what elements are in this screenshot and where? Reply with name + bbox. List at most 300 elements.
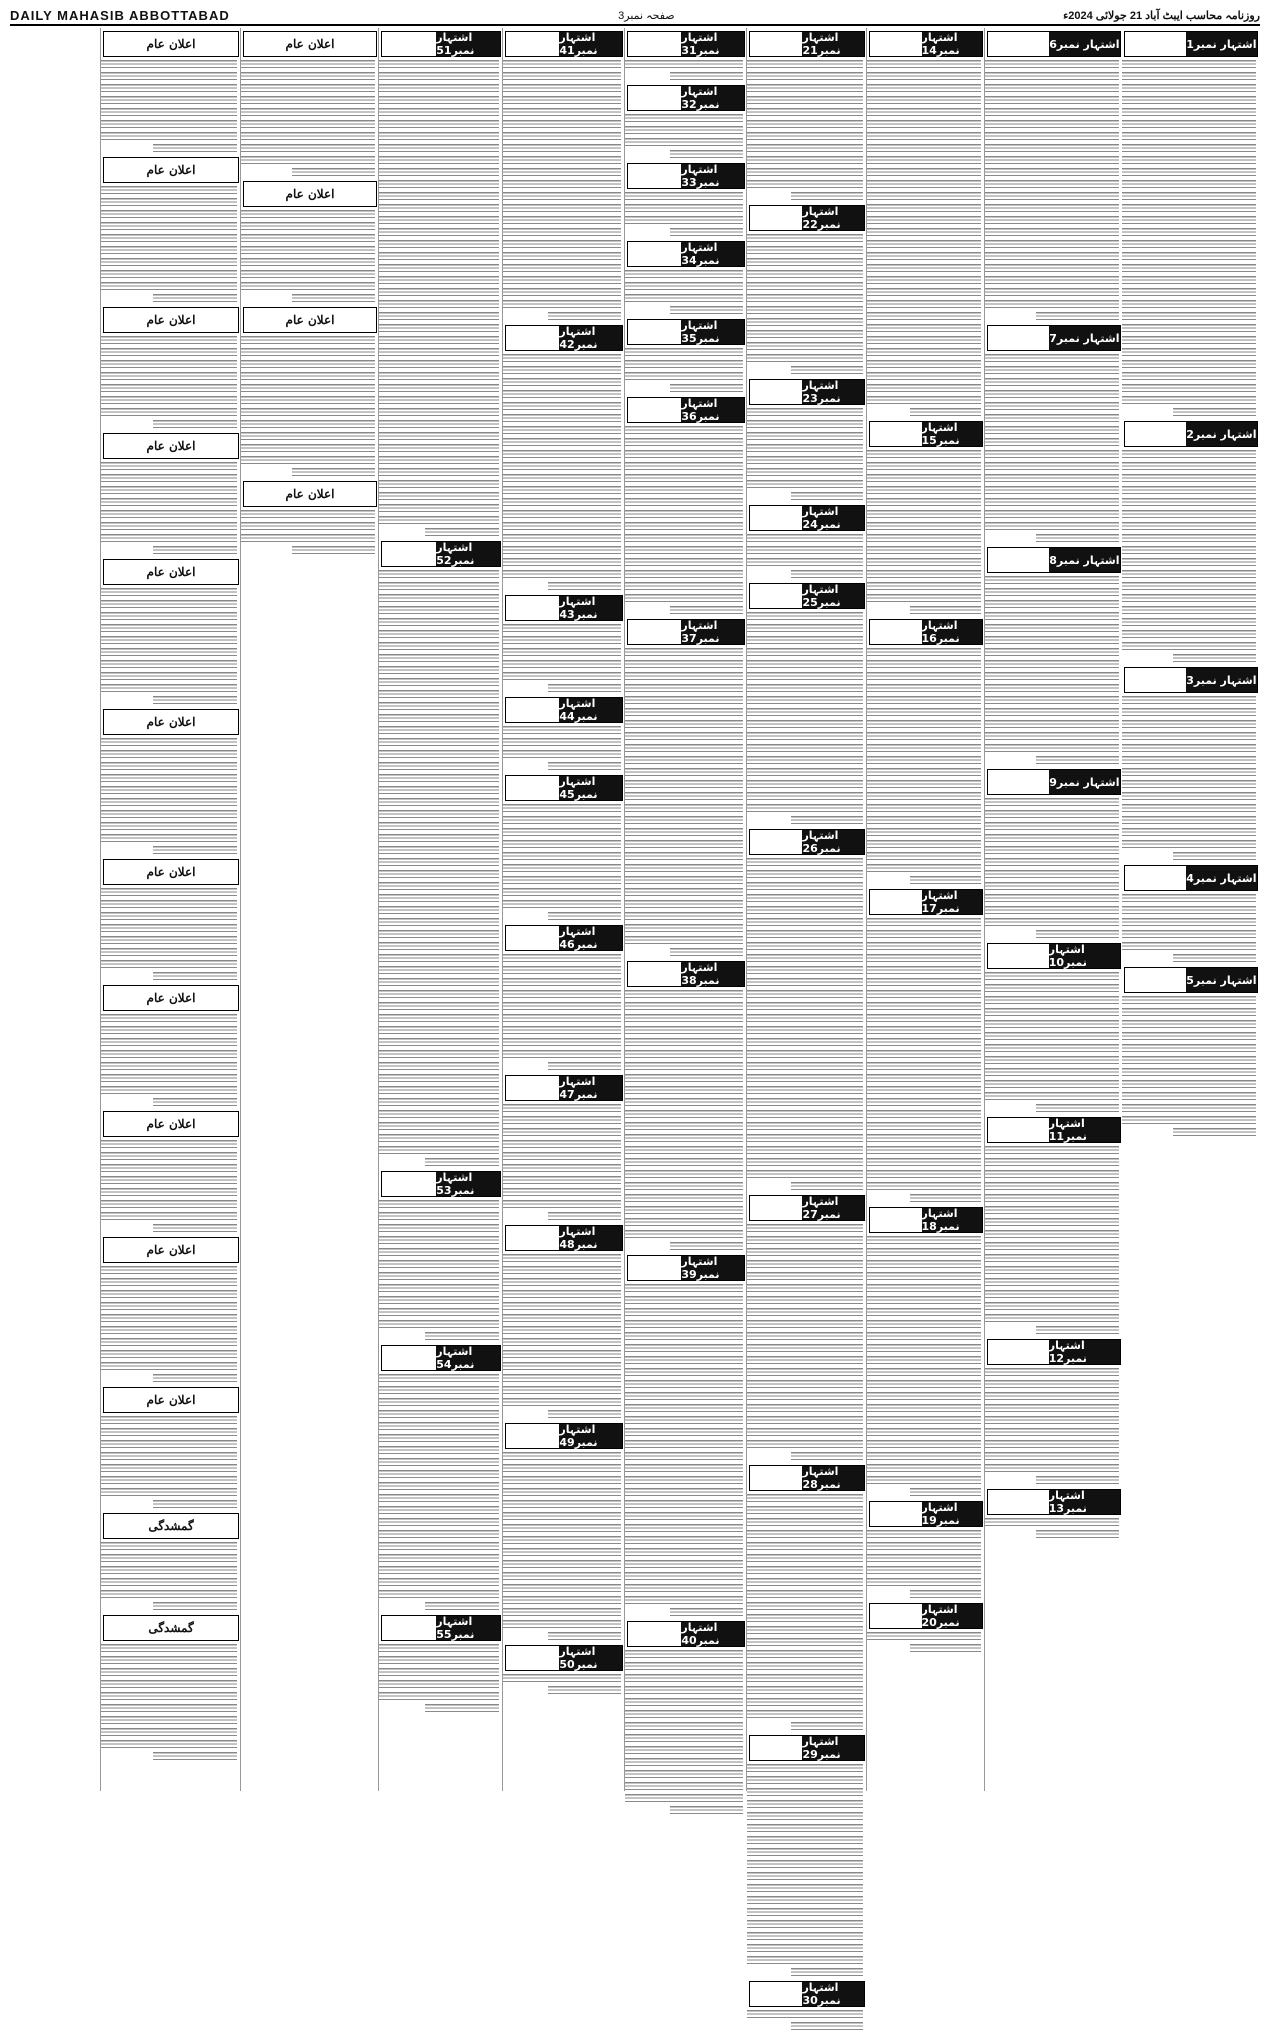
notice-text-line xyxy=(241,246,375,256)
notice-text-line xyxy=(747,768,863,778)
notice-text-line xyxy=(985,1314,1119,1324)
notice-text-line xyxy=(101,1566,237,1576)
notice-text-line xyxy=(867,1632,981,1642)
notice-text-line xyxy=(1122,1020,1256,1030)
notice-text-line xyxy=(1122,1068,1256,1078)
notice-text-line xyxy=(503,1398,621,1408)
notice-text-line xyxy=(747,1332,863,1342)
notice-block xyxy=(747,31,867,202)
notice-text-line xyxy=(625,768,743,778)
notice-text-line xyxy=(379,288,499,298)
notice-text-line xyxy=(548,1686,621,1696)
ad-number-label: اشتہار نمبر32 xyxy=(681,86,744,110)
notice-text-line xyxy=(747,1614,863,1624)
notice-text-line xyxy=(503,96,621,106)
notice-text-line xyxy=(985,882,1119,892)
notice-text-line xyxy=(867,930,981,940)
notice-text-line xyxy=(1122,180,1256,190)
lost-notice-heading: گمشدگی xyxy=(103,1615,239,1641)
notice-text-line xyxy=(503,816,621,826)
ad-number-heading xyxy=(987,1117,1121,1143)
notice-text-line xyxy=(1122,522,1256,532)
notice-text-line xyxy=(101,1326,237,1336)
ad-number-heading xyxy=(749,1981,865,2007)
notice-block xyxy=(985,325,1123,544)
notice-text-line xyxy=(867,216,981,226)
notice-text-line xyxy=(625,570,743,580)
notice-block xyxy=(985,1489,1123,1540)
notice-text-line xyxy=(101,1488,237,1498)
notice-text-line xyxy=(867,1296,981,1306)
notice-text-line xyxy=(747,1260,863,1270)
notice-text-line xyxy=(747,1506,863,1516)
ad-number-label: اشتہار نمبر42 xyxy=(559,326,622,350)
notice-text-line xyxy=(1122,816,1256,826)
notice-text-line xyxy=(747,270,863,280)
notice-block xyxy=(379,1171,503,1342)
public-notice-heading: اعلان عام xyxy=(243,31,377,57)
notice-text-line xyxy=(625,1674,743,1684)
notice-text-line xyxy=(153,696,237,706)
notice-text-line xyxy=(101,486,237,496)
public-notice-heading: اعلان عام xyxy=(103,307,239,333)
notice-text-line xyxy=(747,546,863,556)
notice-text-line xyxy=(1122,1008,1256,1018)
notice-text-line xyxy=(548,762,621,772)
notice-text-line xyxy=(625,864,743,874)
notice-text-line xyxy=(101,924,237,934)
notice-text-line xyxy=(985,996,1119,1006)
notice-text-line xyxy=(1122,72,1256,82)
notice-text-line xyxy=(625,1794,743,1804)
notice-text-line xyxy=(153,420,237,430)
notice-text-line xyxy=(101,246,237,256)
notice-text-line xyxy=(101,222,237,232)
notice-text-line xyxy=(625,486,743,496)
notice-text-line xyxy=(101,624,237,634)
notice-text-line xyxy=(867,582,981,592)
notice-text-line xyxy=(867,192,981,202)
notice-text-line xyxy=(867,1452,981,1462)
notice-text-line xyxy=(985,474,1119,484)
notice-text-line xyxy=(379,1422,499,1432)
notice-text-line xyxy=(1122,894,1256,904)
notice-text-line xyxy=(503,1500,621,1510)
notice-text-line xyxy=(503,1290,621,1300)
notice-block xyxy=(379,31,503,538)
notice-text-line xyxy=(747,1860,863,1870)
notice-text-line xyxy=(747,1368,863,1378)
notice-text-line xyxy=(625,990,743,1000)
notice-text-line xyxy=(379,1212,499,1222)
notice-text-line xyxy=(379,1146,499,1156)
notice-text-line xyxy=(985,300,1119,310)
notice-text-line xyxy=(379,822,499,832)
notice-block xyxy=(867,31,985,418)
notice-text-line xyxy=(101,462,237,472)
notice-text-line xyxy=(379,798,499,808)
notice-text-line xyxy=(867,396,981,406)
notice-text-line xyxy=(379,1590,499,1600)
notice-text-line xyxy=(101,1416,237,1426)
column-8 xyxy=(240,28,379,1791)
notice-text-line xyxy=(241,84,375,94)
notice-text-line xyxy=(625,1050,743,1060)
notice-text-line xyxy=(379,690,499,700)
notice-text-line xyxy=(101,798,237,808)
notice-text-line xyxy=(867,1308,981,1318)
notice-text-line xyxy=(1036,312,1119,322)
notice-text-line xyxy=(1122,780,1256,790)
notice-text-line xyxy=(1122,486,1256,496)
notice-text-line xyxy=(625,732,743,742)
notice-text-line xyxy=(503,1584,621,1594)
notice-text-line xyxy=(747,156,863,166)
notice-text-line xyxy=(625,138,743,148)
notice-text-line xyxy=(503,486,621,496)
notice-text-line xyxy=(379,1644,499,1654)
ad-number-label: اشتہار نمبر6 xyxy=(1049,32,1120,56)
notice-text-line xyxy=(503,462,621,472)
notice-text-line xyxy=(425,528,499,538)
ad-number-label: اشتہار نمبر27 xyxy=(802,1196,864,1220)
notice-text-line xyxy=(241,408,375,418)
notice-text-line xyxy=(867,954,981,964)
notice-text-line xyxy=(379,666,499,676)
notice-text-line xyxy=(503,1464,621,1474)
notice-text-line xyxy=(747,870,863,880)
notice-text-line xyxy=(791,1722,863,1732)
notice-text-line xyxy=(503,1536,621,1546)
notice-block xyxy=(101,1111,241,1234)
public-notice-heading: اعلان عام xyxy=(103,31,239,57)
notice-text-line xyxy=(379,954,499,964)
ad-number-label: اشتہار نمبر21 xyxy=(802,32,864,56)
notice-text-line xyxy=(101,810,237,820)
notice-text-line xyxy=(379,1566,499,1576)
notice-text-line xyxy=(1122,192,1256,202)
notice-text-line xyxy=(625,1182,743,1192)
ad-number-label: اشتہار نمبر34 xyxy=(681,242,744,266)
notice-text-line xyxy=(867,660,981,670)
notice-text-line xyxy=(241,510,375,520)
ad-number-heading xyxy=(505,595,623,621)
notice-text-line xyxy=(1122,360,1256,370)
notice-text-line xyxy=(867,1074,981,1084)
notice-text-line xyxy=(503,1278,621,1288)
notice-text-line xyxy=(101,1350,237,1360)
notice-text-line xyxy=(379,60,499,70)
notice-text-line xyxy=(985,1158,1119,1168)
notice-text-line xyxy=(101,1644,237,1654)
notice-text-line xyxy=(101,1338,237,1348)
ad-number-heading xyxy=(505,775,623,801)
notice-text-line xyxy=(867,372,981,382)
notice-text-line xyxy=(747,804,863,814)
notice-text-line xyxy=(985,1452,1119,1462)
notice-text-line xyxy=(379,750,499,760)
notice-text-line xyxy=(625,1548,743,1558)
notice-text-line xyxy=(985,1230,1119,1240)
notice-text-line xyxy=(101,1050,237,1060)
notice-text-line xyxy=(101,912,237,922)
ad-number-label: اشتہار نمبر38 xyxy=(681,962,744,986)
notice-text-line xyxy=(867,96,981,106)
notice-text-line xyxy=(379,1296,499,1306)
notice-text-line xyxy=(747,792,863,802)
notice-text-line xyxy=(867,276,981,286)
notice-text-line xyxy=(867,708,981,718)
notice-text-line xyxy=(1122,396,1256,406)
notice-text-line xyxy=(1122,216,1256,226)
notice-text-line xyxy=(985,858,1119,868)
notice-text-line xyxy=(101,1362,237,1372)
notice-text-line xyxy=(625,1014,743,1024)
notice-text-line xyxy=(747,558,863,568)
ad-number-label: اشتہار نمبر46 xyxy=(559,926,622,950)
notice-text-line xyxy=(910,1488,981,1498)
notice-text-line xyxy=(747,732,863,742)
notice-text-line xyxy=(153,144,237,154)
notice-text-line xyxy=(747,330,863,340)
notice-text-line xyxy=(747,756,863,766)
notice-text-line xyxy=(101,60,237,70)
notice-text-line xyxy=(625,1284,743,1294)
notice-text-line xyxy=(503,216,621,226)
notice-text-line xyxy=(379,858,499,868)
notice-text-line xyxy=(985,108,1119,118)
notice-text-line xyxy=(101,948,237,958)
notice-block xyxy=(241,31,379,178)
notice-text-line xyxy=(1122,384,1256,394)
notice-block xyxy=(101,1615,241,1762)
notice-text-line xyxy=(625,828,743,838)
notice-text-line xyxy=(747,1542,863,1552)
notice-text-line xyxy=(1122,240,1256,250)
notice-text-line xyxy=(791,1452,863,1462)
notice-text-line xyxy=(101,198,237,208)
notice-text-line xyxy=(867,144,981,154)
ad-number-label: اشتہار نمبر50 xyxy=(559,1646,622,1670)
notice-text-line xyxy=(101,1704,237,1714)
notice-block xyxy=(747,205,867,376)
notice-text-line xyxy=(985,1056,1119,1066)
notice-text-line xyxy=(747,636,863,646)
notice-text-line xyxy=(625,60,743,70)
notice-text-line xyxy=(985,264,1119,274)
notice-text-line xyxy=(985,204,1119,214)
notice-text-line xyxy=(379,1308,499,1318)
notice-text-line xyxy=(985,870,1119,880)
notice-text-line xyxy=(379,1410,499,1420)
notice-text-line xyxy=(379,786,499,796)
notice-text-line xyxy=(503,1266,621,1276)
notice-text-line xyxy=(625,1026,743,1036)
notice-text-line xyxy=(379,1224,499,1234)
notice-text-line xyxy=(1122,228,1256,238)
notice-text-line xyxy=(241,348,375,358)
notice-text-line xyxy=(503,876,621,886)
notice-text-line xyxy=(503,474,621,484)
notice-text-line xyxy=(503,156,621,166)
notice-block xyxy=(101,433,241,556)
notice-text-line xyxy=(867,1050,981,1060)
notice-text-line xyxy=(867,768,981,778)
notice-text-line xyxy=(503,192,621,202)
notice-text-line xyxy=(867,852,981,862)
notice-text-line xyxy=(503,180,621,190)
notice-text-line xyxy=(1122,84,1256,94)
notice-text-line xyxy=(747,1248,863,1258)
notice-text-line xyxy=(379,1260,499,1270)
notice-text-line xyxy=(503,1386,621,1396)
notice-text-line xyxy=(747,612,863,622)
notice-text-line xyxy=(625,1536,743,1546)
notice-block xyxy=(101,31,241,154)
notice-text-line xyxy=(867,132,981,142)
notice-text-line xyxy=(747,978,863,988)
notice-text-line xyxy=(1036,1476,1119,1486)
notice-text-line xyxy=(379,726,499,736)
notice-text-line xyxy=(101,738,237,748)
notice-text-line xyxy=(747,906,863,916)
notice-text-line xyxy=(625,1110,743,1120)
notice-text-line xyxy=(503,660,621,670)
notice-text-line xyxy=(1122,474,1256,484)
ad-number-heading xyxy=(1124,421,1258,447)
ad-number-heading xyxy=(505,1225,623,1251)
notice-text-line xyxy=(985,288,1119,298)
notice-text-line xyxy=(747,1626,863,1636)
notice-text-line xyxy=(379,168,499,178)
notice-text-line xyxy=(379,144,499,154)
notice-text-line xyxy=(985,612,1119,622)
notice-block xyxy=(625,31,747,82)
notice-text-line xyxy=(379,1506,499,1516)
notice-text-line xyxy=(1122,168,1256,178)
notice-text-line xyxy=(625,1500,743,1510)
notice-text-line xyxy=(503,804,621,814)
notice-text-line xyxy=(867,1416,981,1426)
notice-text-line xyxy=(625,270,743,280)
notice-text-line xyxy=(985,192,1119,202)
notice-text-line xyxy=(867,1098,981,1108)
ad-number-heading xyxy=(749,505,865,531)
notice-text-line xyxy=(985,1008,1119,1018)
notice-text-line xyxy=(985,894,1119,904)
notice-text-line xyxy=(101,1074,237,1084)
notice-text-line xyxy=(241,270,375,280)
ad-number-label: اشتہار نمبر52 xyxy=(436,542,500,566)
newspaper-page xyxy=(10,6,1260,2007)
notice-text-line xyxy=(747,1122,863,1132)
ad-number-heading xyxy=(627,163,745,189)
notice-text-line xyxy=(1122,1092,1256,1102)
notice-text-line xyxy=(910,1590,981,1600)
notice-block xyxy=(503,1423,625,1642)
notice-text-line xyxy=(867,1428,981,1438)
notice-text-line xyxy=(503,300,621,310)
notice-text-line xyxy=(379,180,499,190)
notice-text-line xyxy=(747,1416,863,1426)
notice-text-line xyxy=(101,660,237,670)
notice-text-line xyxy=(985,744,1119,754)
column-3 xyxy=(866,28,985,1791)
notice-text-line xyxy=(379,156,499,166)
notice-text-line xyxy=(379,942,499,952)
notice-text-line xyxy=(867,696,981,706)
notice-text-line xyxy=(625,1062,743,1072)
notice-text-line xyxy=(867,1086,981,1096)
notice-text-line xyxy=(503,354,621,364)
notice-text-line xyxy=(625,1584,743,1594)
notice-text-line xyxy=(153,1098,237,1108)
ad-number-heading xyxy=(505,1645,623,1671)
ad-number-heading xyxy=(381,541,501,567)
notice-text-line xyxy=(625,804,743,814)
notice-block xyxy=(747,583,867,826)
notice-text-line xyxy=(379,702,499,712)
notice-text-line xyxy=(1122,312,1256,322)
notice-text-line xyxy=(241,336,375,346)
notice-text-line xyxy=(747,282,863,292)
notice-text-line xyxy=(985,522,1119,532)
notice-text-line xyxy=(1122,1056,1256,1066)
ad-number-heading xyxy=(987,31,1121,57)
notice-text-line xyxy=(1122,204,1256,214)
notice-text-line xyxy=(101,522,237,532)
notice-text-line xyxy=(1122,534,1256,544)
column-7 xyxy=(378,28,503,1791)
notice-text-line xyxy=(379,252,499,262)
notice-text-line xyxy=(503,132,621,142)
notice-text-line xyxy=(101,1680,237,1690)
notice-text-line xyxy=(747,456,863,466)
notice-text-line xyxy=(1173,408,1256,418)
notice-text-line xyxy=(379,1542,499,1552)
notice-text-line xyxy=(747,882,863,892)
ad-number-heading xyxy=(505,1423,623,1449)
notice-text-line xyxy=(625,1170,743,1180)
notice-text-line xyxy=(241,120,375,130)
notice-text-line xyxy=(503,1362,621,1372)
notice-text-line xyxy=(379,456,499,466)
notice-text-line xyxy=(985,1368,1119,1378)
notice-text-line xyxy=(867,1170,981,1180)
notice-block xyxy=(985,1117,1123,1336)
notice-text-line xyxy=(503,1176,621,1186)
notice-text-line xyxy=(747,1344,863,1354)
notice-text-line xyxy=(241,282,375,292)
notice-block xyxy=(747,505,867,580)
notice-text-line xyxy=(747,1932,863,1942)
notice-text-line xyxy=(1122,1032,1256,1042)
notice-text-line xyxy=(747,1098,863,1108)
notice-text-line xyxy=(625,648,743,658)
notice-text-line xyxy=(1122,744,1256,754)
notice-text-line xyxy=(1036,930,1119,940)
notice-text-line xyxy=(503,828,621,838)
ad-number-heading xyxy=(505,31,623,57)
notice-text-line xyxy=(101,1164,237,1174)
notice-text-line xyxy=(867,1320,981,1330)
notice-text-line xyxy=(791,1968,863,1978)
notice-text-line xyxy=(379,1470,499,1480)
notice-text-line xyxy=(101,960,237,970)
notice-text-line xyxy=(153,1224,237,1234)
notice-text-line xyxy=(747,1674,863,1684)
notice-text-line xyxy=(101,786,237,796)
